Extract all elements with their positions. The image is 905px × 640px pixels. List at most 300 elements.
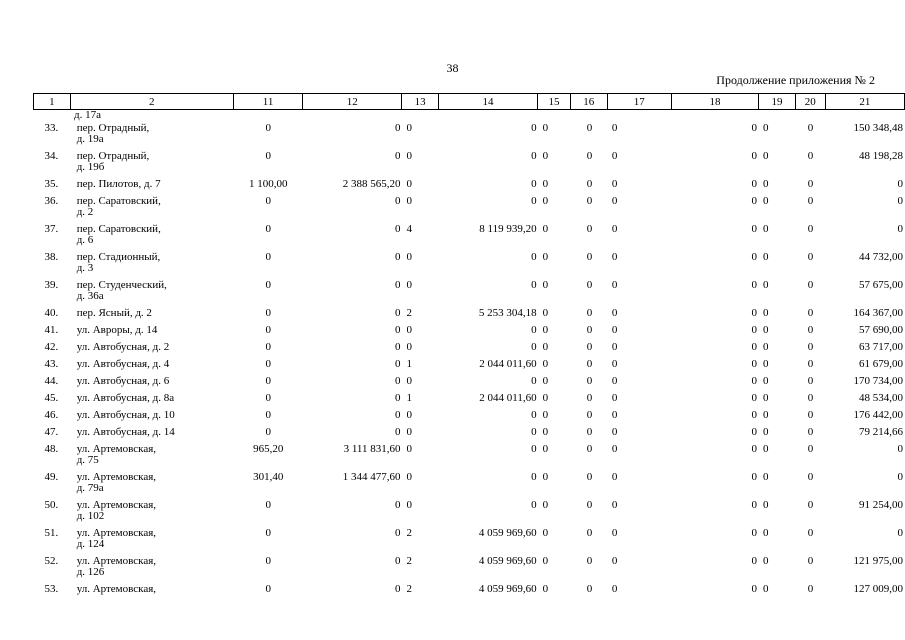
address-street: ул. Автобусная, д. 2	[76, 341, 170, 353]
col-12-cell: 0	[395, 150, 401, 162]
row-number: 41.	[44, 324, 59, 336]
col-12-cell: 0	[395, 375, 401, 387]
col-14-cell: 0	[531, 499, 537, 511]
address-cell	[70, 393, 234, 410]
column-header-table	[33, 93, 905, 110]
col-19-cell: 0	[763, 583, 769, 595]
col-21-cell: 0	[897, 527, 903, 539]
col-19-cell: 0	[763, 307, 769, 319]
col-16-cell: 0	[586, 223, 593, 235]
col-20-cell: 0	[807, 527, 814, 539]
address-house: д. 124	[76, 538, 105, 550]
col-18-cell: 0	[751, 251, 758, 263]
table-row	[33, 472, 905, 500]
col-16-cell: 0	[586, 307, 593, 319]
col-18-cell: 0	[751, 375, 758, 387]
col-15-cell: 0	[542, 375, 549, 387]
col-18-cell: 0	[751, 409, 758, 421]
col-20-cell: 0	[807, 555, 814, 567]
col-13-cell: 2	[406, 555, 413, 567]
table-row	[33, 393, 905, 410]
col-16-cell: 0	[586, 392, 593, 404]
col-21-cell: 0	[897, 195, 903, 207]
col-16-cell: 0	[586, 583, 593, 595]
address-street: ул. Артемовская,	[76, 499, 157, 511]
col-13-cell: 2	[406, 583, 413, 595]
col-21-cell: 48 534,00	[859, 392, 903, 404]
row-number: 39.	[44, 279, 59, 291]
appendix-continuation-title: Продолжение приложения № 2	[716, 73, 875, 87]
col-17-cell: 0	[611, 150, 618, 162]
address-cell	[70, 427, 234, 444]
address-street: ул. Авроры, д. 14	[76, 324, 158, 336]
table-row	[33, 359, 905, 376]
address-cell	[70, 500, 234, 528]
col-12-cell: 0	[395, 583, 401, 595]
address-house: д. 36а	[76, 290, 104, 302]
row-number: 37.	[44, 223, 59, 235]
table-row	[33, 123, 905, 151]
col-18-cell: 0	[751, 392, 758, 404]
col-13-cell: 0	[406, 122, 413, 134]
col-17-cell: 0	[611, 251, 618, 263]
column-header-1: 1	[34, 94, 71, 110]
col-14-cell: 2 044 011,60	[479, 392, 537, 404]
col-11-cell: 0	[265, 251, 272, 263]
address-cell	[70, 472, 234, 500]
col-19-cell: 0	[763, 471, 769, 483]
col-18-cell: 0	[751, 443, 758, 455]
row-number: 49.	[44, 471, 59, 483]
address-street: пер. Студенческий,	[76, 279, 167, 291]
col-19-cell: 0	[763, 324, 769, 336]
col-17-cell: 0	[611, 392, 618, 404]
row-number: 33.	[44, 122, 59, 134]
col-12-cell: 3 111 831,60	[343, 443, 401, 455]
col-19-cell: 0	[763, 178, 769, 190]
address-street: пер. Пилотов, д. 7	[76, 178, 161, 190]
address-house: д. 79а	[76, 482, 104, 494]
table-row	[33, 444, 905, 472]
col-15-cell: 0	[542, 358, 549, 370]
address-house: д. 75	[76, 454, 99, 466]
col-16-cell: 0	[586, 178, 593, 190]
col-11-cell: 301,40	[253, 471, 284, 483]
col-17-cell: 0	[611, 279, 618, 291]
address-cell	[70, 528, 234, 556]
col-18-cell: 0	[751, 583, 758, 595]
col-13-cell: 0	[406, 324, 413, 336]
address-cell	[70, 252, 234, 280]
page-number: 38	[446, 61, 459, 75]
col-11-cell: 0	[265, 150, 272, 162]
col-12-cell: 0	[395, 307, 401, 319]
address-street: ул. Артемовская,	[76, 527, 157, 539]
col-13-cell: 0	[406, 409, 413, 421]
col-11-cell: 0	[265, 527, 272, 539]
col-18-cell: 0	[751, 341, 758, 353]
address-street: пер. Саратовский,	[76, 223, 161, 235]
col-14-cell: 0	[531, 409, 537, 421]
column-header-row	[34, 94, 905, 110]
address-street: ул. Артемовская,	[76, 583, 157, 595]
col-12-cell: 1 344 477,60	[342, 471, 401, 483]
col-18-cell: 0	[751, 324, 758, 336]
col-13-cell: 4	[406, 223, 413, 235]
col-15-cell: 0	[542, 555, 549, 567]
col-17-cell: 0	[611, 341, 618, 353]
col-18-cell: 0	[751, 307, 758, 319]
col-14-cell: 0	[531, 443, 537, 455]
col-20-cell: 0	[807, 358, 814, 370]
col-13-cell: 1	[406, 358, 413, 370]
col-16-cell: 0	[586, 555, 593, 567]
col-18-cell: 0	[751, 499, 758, 511]
column-header-19: 19	[759, 94, 796, 110]
col-21-cell: 176 442,00	[853, 409, 903, 421]
row-number: 51.	[44, 527, 59, 539]
col-19-cell: 0	[763, 392, 769, 404]
col-15-cell: 0	[542, 307, 549, 319]
address-cell	[70, 280, 234, 308]
col-15-cell: 0	[542, 341, 549, 353]
col-11-cell: 0	[265, 341, 272, 353]
col-14-cell: 0	[531, 251, 537, 263]
col-19-cell: 0	[763, 150, 769, 162]
address-street: ул. Артемовская,	[76, 555, 157, 567]
col-14-cell: 0	[531, 426, 537, 438]
col-13-cell: 0	[406, 251, 413, 263]
col-15-cell: 0	[542, 527, 549, 539]
address-street: ул. Автобусная, д. 6	[76, 375, 170, 387]
col-18-cell: 0	[751, 122, 758, 134]
col-11-cell: 0	[265, 583, 272, 595]
address-street: ул. Артемовская,	[76, 443, 157, 455]
address-cell	[70, 444, 234, 472]
col-14-cell: 0	[531, 150, 537, 162]
col-16-cell: 0	[586, 251, 593, 263]
address-street: пер. Стадионный,	[76, 251, 161, 263]
row-number: 50.	[44, 499, 59, 511]
col-15-cell: 0	[542, 279, 549, 291]
col-17-cell: 0	[611, 223, 618, 235]
col-11-cell: 0	[265, 555, 272, 567]
table-row	[33, 196, 905, 224]
col-18-cell: 0	[751, 358, 758, 370]
col-21-cell: 48 198,28	[859, 150, 903, 162]
col-16-cell: 0	[586, 150, 593, 162]
col-17-cell: 0	[611, 122, 618, 134]
col-14-cell: 4 059 969,60	[478, 555, 537, 567]
col-16-cell: 0	[586, 527, 593, 539]
col-13-cell: 0	[406, 178, 413, 190]
col-16-cell: 0	[586, 426, 593, 438]
col-11-cell: 1 100,00	[249, 178, 288, 190]
col-11-cell: 0	[265, 324, 272, 336]
address-cell	[70, 179, 234, 196]
col-15-cell: 0	[542, 178, 549, 190]
col-21-cell: 79 214,66	[859, 426, 903, 438]
col-19-cell: 0	[763, 122, 769, 134]
col-16-cell: 0	[586, 443, 593, 455]
col-20-cell: 0	[807, 150, 814, 162]
table-row	[33, 252, 905, 280]
col-16-cell: 0	[586, 341, 593, 353]
address-cell	[70, 376, 234, 393]
row-number: 48.	[44, 443, 59, 455]
col-11-cell: 0	[265, 122, 272, 134]
col-16-cell: 0	[586, 279, 593, 291]
col-17-cell: 0	[611, 195, 618, 207]
col-21-cell: 0	[897, 443, 903, 455]
address-house: д. 19б	[76, 161, 105, 173]
row-number: 36.	[44, 195, 59, 207]
address-house: д. 6	[76, 234, 94, 246]
col-20-cell: 0	[807, 392, 814, 404]
address-street: пер. Отрадный,	[76, 150, 150, 162]
col-14-cell: 2 044 011,60	[479, 358, 537, 370]
row-number: 47.	[44, 426, 59, 438]
col-18-cell: 0	[751, 178, 758, 190]
col-19-cell: 0	[763, 195, 769, 207]
col-19-cell: 0	[763, 279, 769, 291]
col-11-cell: 0	[265, 358, 272, 370]
col-20-cell: 0	[807, 279, 814, 291]
col-15-cell: 0	[542, 471, 549, 483]
col-15-cell: 0	[542, 443, 549, 455]
col-16-cell: 0	[586, 358, 593, 370]
address-cell	[70, 123, 234, 151]
col-15-cell: 0	[542, 583, 549, 595]
col-14-cell: 0	[531, 375, 537, 387]
row-number: 52.	[44, 555, 59, 567]
col-20-cell: 0	[807, 426, 814, 438]
col-12-cell: 0	[395, 223, 401, 235]
col-13-cell: 0	[406, 279, 413, 291]
col-19-cell: 0	[763, 341, 769, 353]
col-21-cell: 0	[897, 471, 903, 483]
col-21-cell: 0	[897, 178, 903, 190]
col-13-cell: 0	[406, 150, 413, 162]
col-15-cell: 0	[542, 499, 549, 511]
data-table	[33, 123, 905, 601]
address-cell	[70, 359, 234, 376]
col-16-cell: 0	[586, 122, 593, 134]
col-13-cell: 0	[406, 426, 413, 438]
col-17-cell: 0	[611, 583, 618, 595]
col-11-cell: 0	[265, 392, 272, 404]
col-16-cell: 0	[586, 324, 593, 336]
col-16-cell: 0	[586, 409, 593, 421]
col-21-cell: 91 254,00	[859, 499, 903, 511]
col-16-cell: 0	[586, 195, 593, 207]
address-street: пер. Саратовский,	[76, 195, 161, 207]
table-row	[33, 325, 905, 342]
row-number: 35.	[44, 178, 59, 190]
col-17-cell: 0	[611, 527, 618, 539]
col-13-cell: 0	[406, 375, 413, 387]
col-20-cell: 0	[807, 443, 814, 455]
col-13-cell: 0	[406, 443, 413, 455]
col-18-cell: 0	[751, 223, 758, 235]
col-12-cell: 0	[395, 527, 401, 539]
column-header-15: 15	[538, 94, 571, 110]
table-row	[33, 224, 905, 252]
col-18-cell: 0	[751, 555, 758, 567]
col-12-cell: 0	[395, 251, 401, 263]
col-21-cell: 57 675,00	[859, 279, 903, 291]
address-street: ул. Автобусная, д. 4	[76, 358, 170, 370]
col-20-cell: 0	[807, 178, 814, 190]
continued-address-fragment: д. 17а	[74, 109, 101, 121]
col-11-cell: 965,20	[253, 443, 284, 455]
col-18-cell: 0	[751, 195, 758, 207]
address-house: д. 102	[76, 510, 105, 522]
col-20-cell: 0	[807, 223, 814, 235]
col-15-cell: 0	[542, 150, 549, 162]
address-cell	[70, 308, 234, 325]
col-19-cell: 0	[763, 358, 769, 370]
table-row	[33, 342, 905, 359]
col-12-cell: 0	[395, 324, 401, 336]
address-street: ул. Автобусная, д. 8а	[76, 392, 175, 404]
col-17-cell: 0	[611, 178, 618, 190]
address-cell	[70, 410, 234, 427]
row-number: 34.	[44, 150, 59, 162]
col-18-cell: 0	[751, 527, 758, 539]
col-20-cell: 0	[807, 583, 814, 595]
col-12-cell: 0	[395, 499, 401, 511]
address-street: ул. Автобусная, д. 14	[76, 426, 175, 438]
column-header-13: 13	[402, 94, 439, 110]
col-18-cell: 0	[751, 471, 758, 483]
col-17-cell: 0	[611, 358, 618, 370]
col-20-cell: 0	[807, 499, 814, 511]
row-number: 42.	[44, 341, 59, 353]
col-18-cell: 0	[751, 150, 758, 162]
table-row	[33, 584, 905, 601]
address-street: ул. Артемовская,	[76, 471, 157, 483]
address-cell	[70, 325, 234, 342]
column-header-16: 16	[570, 94, 607, 110]
col-20-cell: 0	[807, 307, 814, 319]
col-11-cell: 0	[265, 409, 272, 421]
table-row	[33, 528, 905, 556]
col-20-cell: 0	[807, 341, 814, 353]
col-11-cell: 0	[265, 499, 272, 511]
address-house: д. 3	[76, 262, 94, 274]
col-19-cell: 0	[763, 409, 769, 421]
row-number: 38.	[44, 251, 59, 263]
col-14-cell: 5 253 304,18	[478, 307, 537, 319]
address-cell	[70, 196, 234, 224]
col-14-cell: 0	[531, 195, 537, 207]
column-header-17: 17	[607, 94, 671, 110]
col-12-cell: 0	[395, 555, 401, 567]
col-17-cell: 0	[611, 499, 618, 511]
col-13-cell: 1	[406, 392, 413, 404]
col-20-cell: 0	[807, 375, 814, 387]
col-14-cell: 0	[531, 324, 537, 336]
col-12-cell: 0	[395, 409, 401, 421]
col-12-cell: 2 388 565,20	[342, 178, 401, 190]
row-number: 43.	[44, 358, 59, 370]
address-cell	[70, 151, 234, 179]
col-13-cell: 0	[406, 195, 413, 207]
col-13-cell: 0	[406, 341, 413, 353]
col-20-cell: 0	[807, 409, 814, 421]
col-19-cell: 0	[763, 555, 769, 567]
col-13-cell: 2	[406, 527, 413, 539]
col-12-cell: 0	[395, 279, 401, 291]
col-17-cell: 0	[611, 443, 618, 455]
col-16-cell: 0	[586, 499, 593, 511]
col-13-cell: 2	[406, 307, 413, 319]
address-house: д. 126	[76, 566, 105, 578]
col-11-cell: 0	[265, 223, 272, 235]
col-14-cell: 0	[531, 341, 537, 353]
column-header-18: 18	[671, 94, 758, 110]
col-21-cell: 121 975,00	[853, 555, 903, 567]
column-header-12: 12	[303, 94, 402, 110]
col-13-cell: 0	[406, 499, 413, 511]
col-19-cell: 0	[763, 223, 769, 235]
col-12-cell: 0	[395, 426, 401, 438]
col-19-cell: 0	[763, 443, 769, 455]
col-21-cell: 57 690,00	[859, 324, 903, 336]
row-number: 40.	[44, 307, 59, 319]
col-15-cell: 0	[542, 392, 549, 404]
col-19-cell: 0	[763, 375, 769, 387]
col-21-cell: 0	[897, 223, 903, 235]
address-street: пер. Ясный, д. 2	[76, 307, 152, 319]
address-house: д. 19а	[76, 133, 104, 145]
col-15-cell: 0	[542, 223, 549, 235]
col-19-cell: 0	[763, 499, 769, 511]
col-17-cell: 0	[611, 426, 618, 438]
table-row	[33, 500, 905, 528]
table-row	[33, 280, 905, 308]
col-19-cell: 0	[763, 251, 769, 263]
col-16-cell: 0	[586, 375, 593, 387]
col-11-cell: 0	[265, 375, 272, 387]
column-header-2: 2	[70, 94, 233, 110]
col-17-cell: 0	[611, 307, 618, 319]
col-15-cell: 0	[542, 122, 549, 134]
col-17-cell: 0	[611, 555, 618, 567]
col-21-cell: 63 717,00	[859, 341, 903, 353]
table-row	[33, 151, 905, 179]
col-20-cell: 0	[807, 122, 814, 134]
row-number: 45.	[44, 392, 59, 404]
col-12-cell: 0	[395, 358, 401, 370]
col-12-cell: 0	[395, 122, 401, 134]
address-house: д. 2	[76, 206, 94, 218]
col-12-cell: 0	[395, 341, 401, 353]
col-21-cell: 150 348,48	[853, 122, 903, 134]
col-13-cell: 0	[406, 471, 413, 483]
column-header-14: 14	[439, 94, 538, 110]
col-14-cell: 8 119 939,20	[479, 223, 537, 235]
table-row	[33, 556, 905, 584]
address-street: ул. Автобусная, д. 10	[76, 409, 175, 421]
address-cell	[70, 342, 234, 359]
col-20-cell: 0	[807, 251, 814, 263]
column-header-11: 11	[233, 94, 302, 110]
col-14-cell: 0	[531, 178, 537, 190]
col-14-cell: 0	[531, 279, 537, 291]
col-11-cell: 0	[265, 195, 272, 207]
